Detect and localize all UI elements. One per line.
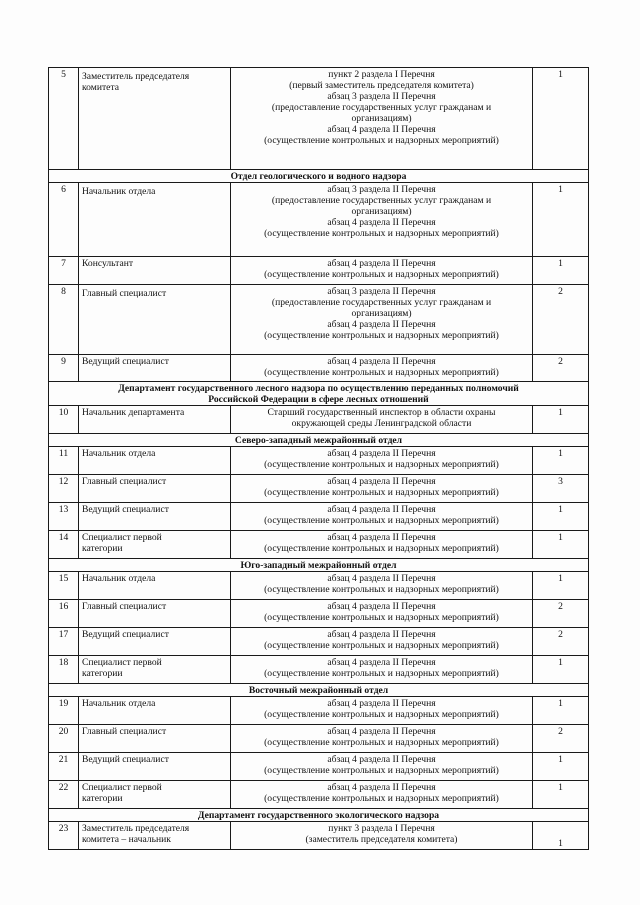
- row-number: 5: [49, 68, 79, 170]
- section-title-line: Отдел геологического и водного надзора: [230, 171, 407, 182]
- legal-basis-line: абзац 4 раздела II Перечня: [327, 356, 436, 367]
- table-row: [49, 697, 589, 725]
- section-title: [49, 170, 589, 183]
- legal-basis-line: организациям): [351, 206, 412, 217]
- legal-basis-line: (предоставление государственных услуг гражданам и: [271, 102, 492, 113]
- legal-basis-line: абзац 4 раздела II Перечня: [327, 754, 436, 765]
- table-row: [49, 68, 589, 170]
- position-count: 1: [533, 697, 589, 725]
- legal-basis-line: абзац 4 раздела II Перечня: [327, 726, 436, 737]
- position-title-line: Специалист первой: [82, 782, 162, 793]
- position-title: [79, 725, 231, 753]
- table-row: [49, 600, 589, 628]
- legal-basis-line: (заместитель председателя комитета): [305, 834, 458, 845]
- row-number: 20: [49, 725, 79, 753]
- position-count: 1: [533, 822, 589, 850]
- position-count: 2: [533, 725, 589, 753]
- section-title: [49, 809, 589, 822]
- row-number: 14: [49, 531, 79, 559]
- legal-basis-line: абзац 4 раздела II Перечня: [327, 124, 436, 135]
- legal-basis-line: абзац 4 раздела II Перечня: [327, 217, 436, 228]
- position-title-line: Главный специалист: [82, 476, 167, 487]
- position-title-line: Заместитель председателя: [82, 823, 190, 834]
- position-title-line: Ведущий специалист: [82, 356, 169, 367]
- position-count: 1: [533, 503, 589, 531]
- section-header-row: [49, 559, 589, 572]
- section-header-row: [49, 809, 589, 822]
- section-title: [49, 559, 589, 572]
- legal-basis-line: абзац 4 раздела II Перечня: [327, 448, 436, 459]
- position-title: [79, 572, 231, 600]
- position-title-line: Начальник департамента: [82, 407, 185, 418]
- legal-basis: [231, 285, 533, 355]
- position-title: [79, 285, 231, 355]
- legal-basis-line: (первый заместитель председателя комитета): [289, 80, 474, 91]
- position-title: [79, 183, 231, 257]
- legal-basis-line: (осуществление контрольных и надзорных мероприятий): [264, 584, 499, 595]
- row-number: 11: [49, 447, 79, 475]
- table-row: [49, 656, 589, 684]
- row-number: 7: [49, 257, 79, 285]
- position-title: [79, 600, 231, 628]
- legal-basis-line: абзац 4 раздела II Перечня: [327, 504, 436, 515]
- row-number: 16: [49, 600, 79, 628]
- section-title-line: Департамент государственного экологического надзора: [197, 810, 440, 821]
- legal-basis: [231, 406, 533, 434]
- position-count: 1: [533, 656, 589, 684]
- row-number: 8: [49, 285, 79, 355]
- position-count: 1: [533, 183, 589, 257]
- position-title: [79, 781, 231, 809]
- legal-basis-line: Старший государственный инспектор в области охраны: [267, 407, 496, 418]
- position-title: [79, 447, 231, 475]
- section-title: [49, 434, 589, 447]
- position-title-line: Ведущий специалист: [82, 504, 169, 515]
- section-header-row: [49, 434, 589, 447]
- legal-basis: [231, 447, 533, 475]
- legal-basis-line: (осуществление контрольных и надзорных мероприятий): [264, 515, 499, 526]
- position-title-line: категории: [82, 543, 123, 554]
- legal-basis: [231, 697, 533, 725]
- legal-basis-line: (осуществление контрольных и надзорных мероприятий): [264, 487, 499, 498]
- section-title: [49, 684, 589, 697]
- position-title-line: Начальник отдела: [82, 698, 156, 709]
- legal-basis-line: абзац 4 раздела II Перечня: [327, 657, 436, 668]
- table-row: [49, 257, 589, 285]
- position-title-line: Главный специалист: [82, 288, 167, 299]
- row-number: 13: [49, 503, 79, 531]
- legal-basis: [231, 572, 533, 600]
- legal-basis-line: организациям): [351, 113, 412, 124]
- position-title-line: категории: [82, 793, 123, 804]
- position-title: [79, 475, 231, 503]
- legal-basis-line: (осуществление контрольных и надзорных мероприятий): [264, 135, 499, 146]
- position-count: 1: [533, 531, 589, 559]
- legal-basis-line: абзац 4 раздела II Перечня: [327, 573, 436, 584]
- legal-basis-line: пункт 2 раздела I Перечня: [328, 69, 435, 80]
- position-title-line: Ведущий специалист: [82, 754, 169, 765]
- position-title-line: категории: [82, 668, 123, 679]
- legal-basis-line: (осуществление контрольных и надзорных мероприятий): [264, 228, 499, 239]
- position-count: 2: [533, 355, 589, 382]
- table-row: [49, 781, 589, 809]
- row-number: 15: [49, 572, 79, 600]
- legal-basis-line: (предоставление государственных услуг гражданам и: [271, 195, 492, 206]
- position-count: 2: [533, 285, 589, 355]
- legal-basis-line: (осуществление контрольных и надзорных мероприятий): [264, 640, 499, 651]
- legal-basis: [231, 503, 533, 531]
- position-title-line: комитета – начальник: [82, 834, 171, 845]
- row-number: 18: [49, 656, 79, 684]
- row-number: 6: [49, 183, 79, 257]
- position-title: [79, 355, 231, 382]
- legal-basis-line: (осуществление контрольных и надзорных мероприятий): [264, 737, 499, 748]
- staff-list-table: [48, 67, 589, 850]
- position-title-line: Ведущий специалист: [82, 629, 169, 640]
- position-title: [79, 656, 231, 684]
- position-title-line: Начальник отдела: [82, 448, 156, 459]
- legal-basis-line: абзац 4 раздела II Перечня: [327, 629, 436, 640]
- section-title-line: Восточный межрайонный отдел: [248, 685, 389, 696]
- legal-basis-line: абзац 4 раздела II Перечня: [327, 601, 436, 612]
- position-count: 1: [533, 781, 589, 809]
- row-number: 12: [49, 475, 79, 503]
- position-count: 1: [533, 572, 589, 600]
- row-number: 21: [49, 753, 79, 781]
- legal-basis-line: организациям): [351, 308, 412, 319]
- legal-basis: [231, 628, 533, 656]
- legal-basis-line: абзац 4 раздела II Перечня: [327, 319, 436, 330]
- legal-basis-line: пункт 3 раздела I Перечня: [328, 823, 435, 834]
- legal-basis-line: (осуществление контрольных и надзорных мероприятий): [264, 543, 499, 554]
- section-header-row: [49, 684, 589, 697]
- position-count: 1: [533, 257, 589, 285]
- position-title: [79, 822, 231, 850]
- position-title-line: Начальник отдела: [82, 186, 156, 197]
- position-title-line: Специалист первой: [82, 532, 162, 543]
- table-row: [49, 406, 589, 434]
- row-number: 22: [49, 781, 79, 809]
- legal-basis: [231, 725, 533, 753]
- position-title-line: Специалист первой: [82, 657, 162, 668]
- section-title-line: Российской Федерации в сфере лесных отношений: [208, 394, 429, 405]
- table-row: [49, 355, 589, 382]
- section-header-row: [49, 170, 589, 183]
- position-count: 2: [533, 628, 589, 656]
- table-row: [49, 285, 589, 355]
- table-row: [49, 628, 589, 656]
- legal-basis-line: (осуществление контрольных и надзорных мероприятий): [264, 367, 499, 378]
- position-count: 1: [533, 753, 589, 781]
- legal-basis: [231, 600, 533, 628]
- table-body: [49, 68, 589, 850]
- legal-basis-line: (осуществление контрольных и надзорных мероприятий): [264, 709, 499, 720]
- position-title: [79, 628, 231, 656]
- position-title: [79, 68, 231, 170]
- position-count: 1: [533, 406, 589, 434]
- legal-basis-line: абзац 4 раздела II Перечня: [327, 476, 436, 487]
- table-row: [49, 447, 589, 475]
- position-title-line: Главный специалист: [82, 601, 167, 612]
- table-row: [49, 822, 589, 850]
- legal-basis-line: абзац 4 раздела II Перечня: [327, 532, 436, 543]
- legal-basis-line: окружающей среды Ленинградской области: [291, 418, 472, 429]
- legal-basis: [231, 656, 533, 684]
- position-title: [79, 697, 231, 725]
- legal-basis: [231, 781, 533, 809]
- section-title-line: Юго-западный межрайонный отдел: [240, 560, 397, 571]
- legal-basis-line: (осуществление контрольных и надзорных мероприятий): [264, 793, 499, 804]
- position-count: 1: [533, 447, 589, 475]
- position-title-line: Начальник отдела: [82, 573, 156, 584]
- table-row: [49, 753, 589, 781]
- position-count: 3: [533, 475, 589, 503]
- table-row: [49, 475, 589, 503]
- position-title: [79, 753, 231, 781]
- position-title: [79, 531, 231, 559]
- legal-basis-line: абзац 4 раздела II Перечня: [327, 782, 436, 793]
- section-title-line: Северо-западный межрайонный отдел: [234, 435, 403, 446]
- legal-basis-line: (осуществление контрольных и надзорных мероприятий): [264, 269, 499, 280]
- section-title-line: Департамент государственного лесного надзора по осуществлению переданных полномочий: [118, 383, 519, 394]
- legal-basis-line: (осуществление контрольных и надзорных мероприятий): [264, 765, 499, 776]
- row-number: 9: [49, 355, 79, 382]
- position-title-line: Главный специалист: [82, 726, 167, 737]
- legal-basis-line: (осуществление контрольных и надзорных мероприятий): [264, 330, 499, 341]
- legal-basis-line: абзац 3 раздела II Перечня: [327, 91, 436, 102]
- position-count: 1: [533, 68, 589, 170]
- table-row: [49, 503, 589, 531]
- legal-basis: [231, 475, 533, 503]
- legal-basis-line: (осуществление контрольных и надзорных мероприятий): [264, 459, 499, 470]
- row-number: 23: [49, 822, 79, 850]
- legal-basis-line: (предоставление государственных услуг гражданам и: [271, 297, 492, 308]
- legal-basis-line: абзац 4 раздела II Перечня: [327, 698, 436, 709]
- position-title: [79, 406, 231, 434]
- legal-basis-line: (осуществление контрольных и надзорных мероприятий): [264, 668, 499, 679]
- row-number: 10: [49, 406, 79, 434]
- position-title-line: Заместитель председателя комитета: [82, 71, 190, 93]
- section-header-row: [49, 382, 589, 406]
- position-title: [79, 503, 231, 531]
- legal-basis-line: абзац 4 раздела II Перечня: [327, 258, 436, 269]
- table-row: [49, 572, 589, 600]
- legal-basis: [231, 822, 533, 850]
- table-row: [49, 725, 589, 753]
- table-row: [49, 531, 589, 559]
- row-number: 17: [49, 628, 79, 656]
- legal-basis: [231, 753, 533, 781]
- table-row: [49, 183, 589, 257]
- position-title: [79, 257, 231, 285]
- legal-basis: [231, 531, 533, 559]
- position-count: 2: [533, 600, 589, 628]
- legal-basis: [231, 257, 533, 285]
- legal-basis-line: абзац 3 раздела II Перечня: [327, 286, 436, 297]
- position-title-line: Консультант: [82, 258, 134, 269]
- section-title: [49, 382, 589, 406]
- legal-basis: [231, 355, 533, 382]
- legal-basis-line: абзац 3 раздела II Перечня: [327, 184, 436, 195]
- legal-basis: [231, 183, 533, 257]
- row-number: 19: [49, 697, 79, 725]
- legal-basis: [231, 68, 533, 170]
- legal-basis-line: (осуществление контрольных и надзорных мероприятий): [264, 612, 499, 623]
